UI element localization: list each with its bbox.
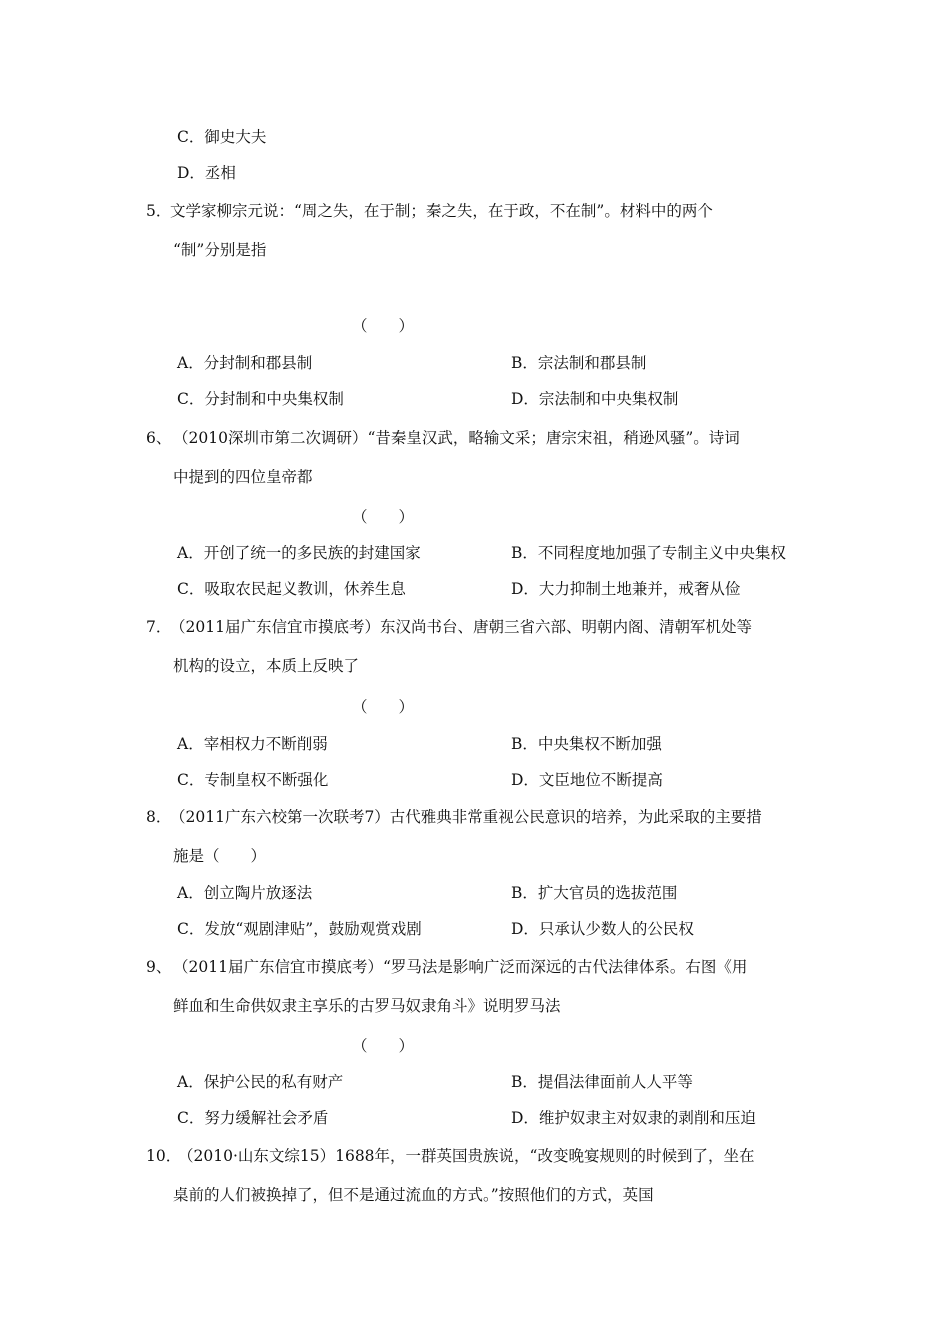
q6-stem-line1: （2010深圳市第二次调研）“昔秦皇汉武，略输文采；唐宗宋祖，稍逊风骚”。诗词 — [173, 429, 740, 447]
q10-stem-line2: 桌前的人们被换掉了，但不是通过流血的方式。”按照他们的方式，英国 — [173, 1186, 654, 1204]
q6-stem-line2: 中提到的四位皇帝都 — [173, 468, 313, 486]
q9-option-a: A．保护公民的私有财产 — [177, 1073, 344, 1091]
q4-option-d: D．丞相 — [177, 164, 236, 182]
q6-option-b: B．不同程度地加强了专制主义中央集权 — [511, 544, 786, 562]
q7-option-b: B．中央集权不断加强 — [511, 735, 662, 753]
q5-stem-line1: 文学家柳宗元说：“周之失，在于制；秦之失，在于政，不在制”。材料中的两个 — [170, 202, 713, 220]
q9-option-b: B．提倡法律面前人人平等 — [511, 1073, 693, 1091]
q5-option-a: A．分封制和郡县制 — [177, 354, 313, 372]
q5-answer-paren: （ ） — [352, 317, 415, 335]
q7-option-c: C．专制皇权不断强化 — [177, 771, 329, 789]
q10-stem-line1: （2010·山东文综15）1688年，一群英国贵族说，“改变晚宴规则的时候到了，坐在 — [178, 1147, 755, 1165]
q9-stem-line1: （2011届广东信宜市摸底考）“罗马法是影响广泛而深远的古代法律体系。右图《用 — [173, 958, 748, 976]
q9-option-c: C．努力缓解社会矛盾 — [177, 1109, 329, 1127]
q7-option-d: D．文臣地位不断提高 — [511, 771, 663, 789]
q8-stem-line2: 施是（ ） — [173, 847, 267, 865]
q8-stem-line1: （2011广东六校第一次联考7）古代雅典非常重视公民意识的培养，为此采取的主要措 — [170, 808, 762, 826]
q9-answer-paren: （ ） — [352, 1037, 415, 1055]
q7-stem-line1: （2011届广东信宜市摸底考）东汉尚书台、唐朝三省六部、明朝内阁、清朝军机处等 — [170, 618, 752, 636]
q6-option-a: A．开创了统一的多民族的封建国家 — [177, 544, 421, 562]
q7-option-a: A．宰相权力不断削弱 — [177, 735, 328, 753]
q6-option-d: D．大力抑制土地兼并，戒奢从俭 — [511, 580, 741, 598]
q7-stem-line2: 机构的设立，本质上反映了 — [173, 657, 360, 675]
q8-option-b: B．扩大官员的选拔范围 — [511, 884, 678, 902]
q8-option-a: A．创立陶片放逐法 — [177, 884, 313, 902]
q8-option-d: D．只承认少数人的公民权 — [511, 920, 694, 938]
q5-option-b: B．宗法制和郡县制 — [511, 354, 647, 372]
q5-option-d: D．宗法制和中央集权制 — [511, 390, 679, 408]
q6-number: 6、 — [146, 429, 172, 447]
q9-option-d: D．维护奴隶主对奴隶的剥削和压迫 — [511, 1109, 756, 1127]
q7-answer-paren: （ ） — [352, 698, 415, 716]
q9-stem-line2: 鲜血和生命供奴隶主享乐的古罗马奴隶角斗》说明罗马法 — [173, 997, 561, 1015]
q8-option-c: C．发放“观剧津贴”，鼓励观赏戏剧 — [177, 920, 422, 938]
q8-number: 8． — [146, 808, 172, 826]
q5-option-c: C．分封制和中央集权制 — [177, 390, 344, 408]
q6-answer-paren: （ ） — [352, 508, 415, 526]
q5-stem-line2: “制”分别是指 — [173, 241, 267, 259]
q4-option-c: C．御史大夫 — [177, 128, 267, 146]
q10-number: 10． — [146, 1147, 182, 1165]
q5-number: 5． — [146, 202, 172, 220]
q6-option-c: C．吸取农民起义教训，休养生息 — [177, 580, 406, 598]
q9-number: 9、 — [146, 958, 172, 976]
q7-number: 7． — [146, 618, 172, 636]
